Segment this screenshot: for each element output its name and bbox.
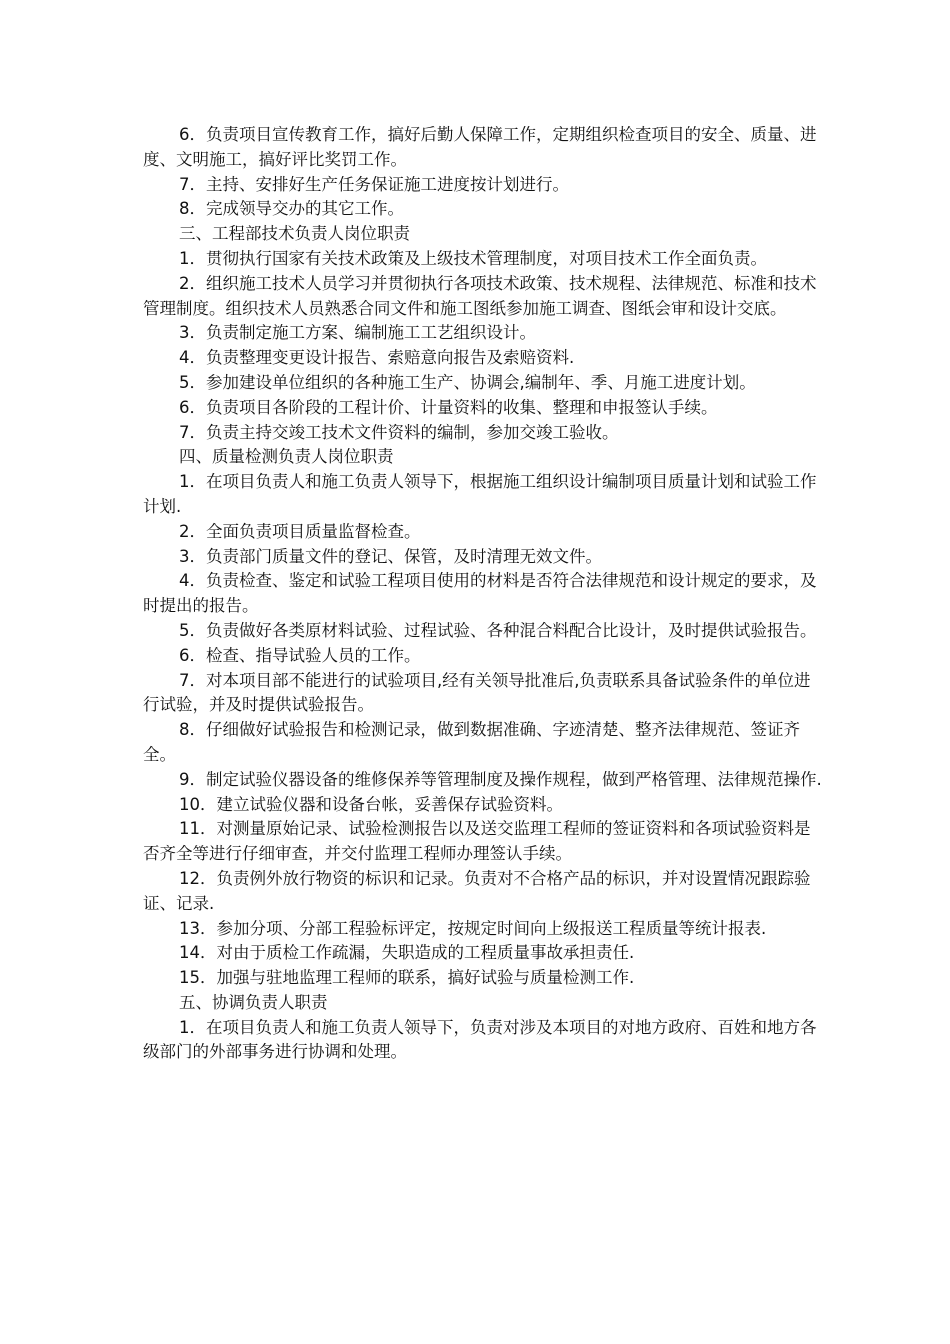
paragraph: 4．负责检查、鉴定和试验工程项目使用的材料是否符合法律规范和设计规定的要求，及时提出的报告。 bbox=[143, 571, 817, 616]
paragraph: 4．负责整理变更设计报告、索赔意向报告及索赔资料. bbox=[179, 348, 575, 368]
paragraph: 11．对测量原始记录、试验检测报告以及送交监理工程师的签证资料和各项试验资料是否齐全等进行仔细审查，并交付监理工程师办理签认手续。 bbox=[143, 819, 811, 864]
paragraph: 6．负责项目各阶段的工程计价、计量资料的收集、整理和申报签认手续。 bbox=[179, 397, 718, 417]
paragraph: 7．主持、安排好生产任务保证施工进度按计划进行。 bbox=[179, 174, 569, 194]
paragraph: 13．参加分项、分部工程验标评定，按规定时间向上级报送工程质量等统计报表. bbox=[179, 918, 767, 938]
paragraph: 9．制定试验仪器设备的维修保养等管理制度及操作规程，做到严格管理、法律规范操作. bbox=[179, 769, 822, 789]
paragraph: 12．负责例外放行物资的标识和记录。负责对不合格产品的标识，并对设置情况跟踪验证、记录. bbox=[143, 868, 811, 913]
paragraph: 1．在项目负责人和施工负责人领导下，负责对涉及本项目的对地方政府、百姓和地方各级部门的外部事务进行协调和处理。 bbox=[143, 1017, 817, 1062]
document-body bbox=[143, 123, 823, 1065]
paragraph: 3．负责部门质量文件的登记、保管，及时清理无效文件。 bbox=[179, 546, 602, 566]
paragraph: 7．负责主持交竣工技术文件资料的编制，参加交竣工验收。 bbox=[179, 422, 619, 442]
paragraph: 1．在项目负责人和施工负责人领导下，根据施工组织设计编制项目质量计划和试验工作计划. bbox=[143, 472, 817, 516]
section-heading: 三、工程部技术负责人岗位职责 bbox=[179, 224, 410, 244]
paragraph: 5．参加建设单位组织的各种施工生产、协调会,编制年、季、月施工进度计划。 bbox=[179, 372, 756, 392]
paragraph: 5．负责做好各类原材料试验、过程试验、各种混合料配合比设计，及时提供试验报告。 bbox=[179, 620, 817, 640]
paragraph: 14．对由于质检工作疏漏，失职造成的工程质量事故承担责任. bbox=[179, 943, 635, 963]
paragraph: 7．对本项目部不能进行的试验项目,经有关领导批准后,负责联系具备试验条件的单位进行试验，并及时提供试验报告。 bbox=[143, 670, 811, 715]
paragraph: 1．贯彻执行国家有关技术政策及上级技术管理制度，对项目技术工作全面负责。 bbox=[179, 248, 767, 268]
paragraph: 8．完成领导交办的其它工作。 bbox=[179, 199, 404, 219]
paragraph: 2．组织施工技术人员学习并贯彻执行各项技术政策、技术规程、法律规范、标准和技术管理制度。组织技术人员熟悉合同文件和施工图纸参加施工调查、图纸会审和设计交底。 bbox=[143, 273, 817, 318]
section-heading: 四、质量检测负责人岗位职责 bbox=[179, 447, 394, 467]
paragraph: 10．建立试验仪器和设备台帐，妥善保存试验资料。 bbox=[179, 794, 563, 814]
paragraph: 6．负责项目宣传教育工作，搞好后勤人保障工作，定期组织检查项目的安全、质量、进度、文明施工，搞好评比奖罚工作。 bbox=[143, 125, 817, 169]
section-heading: 五、协调负责人职责 bbox=[179, 992, 328, 1012]
paragraph: 15．加强与驻地监理工程师的联系，搞好试验与质量检测工作. bbox=[179, 968, 635, 988]
paragraph: 6．检查、指导试验人员的工作。 bbox=[179, 645, 421, 665]
paragraph: 3．负责制定施工方案、编制施工工艺组织设计。 bbox=[179, 323, 536, 343]
paragraph: 2．全面负责项目质量监督检查。 bbox=[179, 521, 421, 541]
paragraph: 8．仔细做好试验报告和检测记录，做到数据准确、字迹清楚、整齐法律规范、签证齐全。 bbox=[143, 720, 800, 764]
